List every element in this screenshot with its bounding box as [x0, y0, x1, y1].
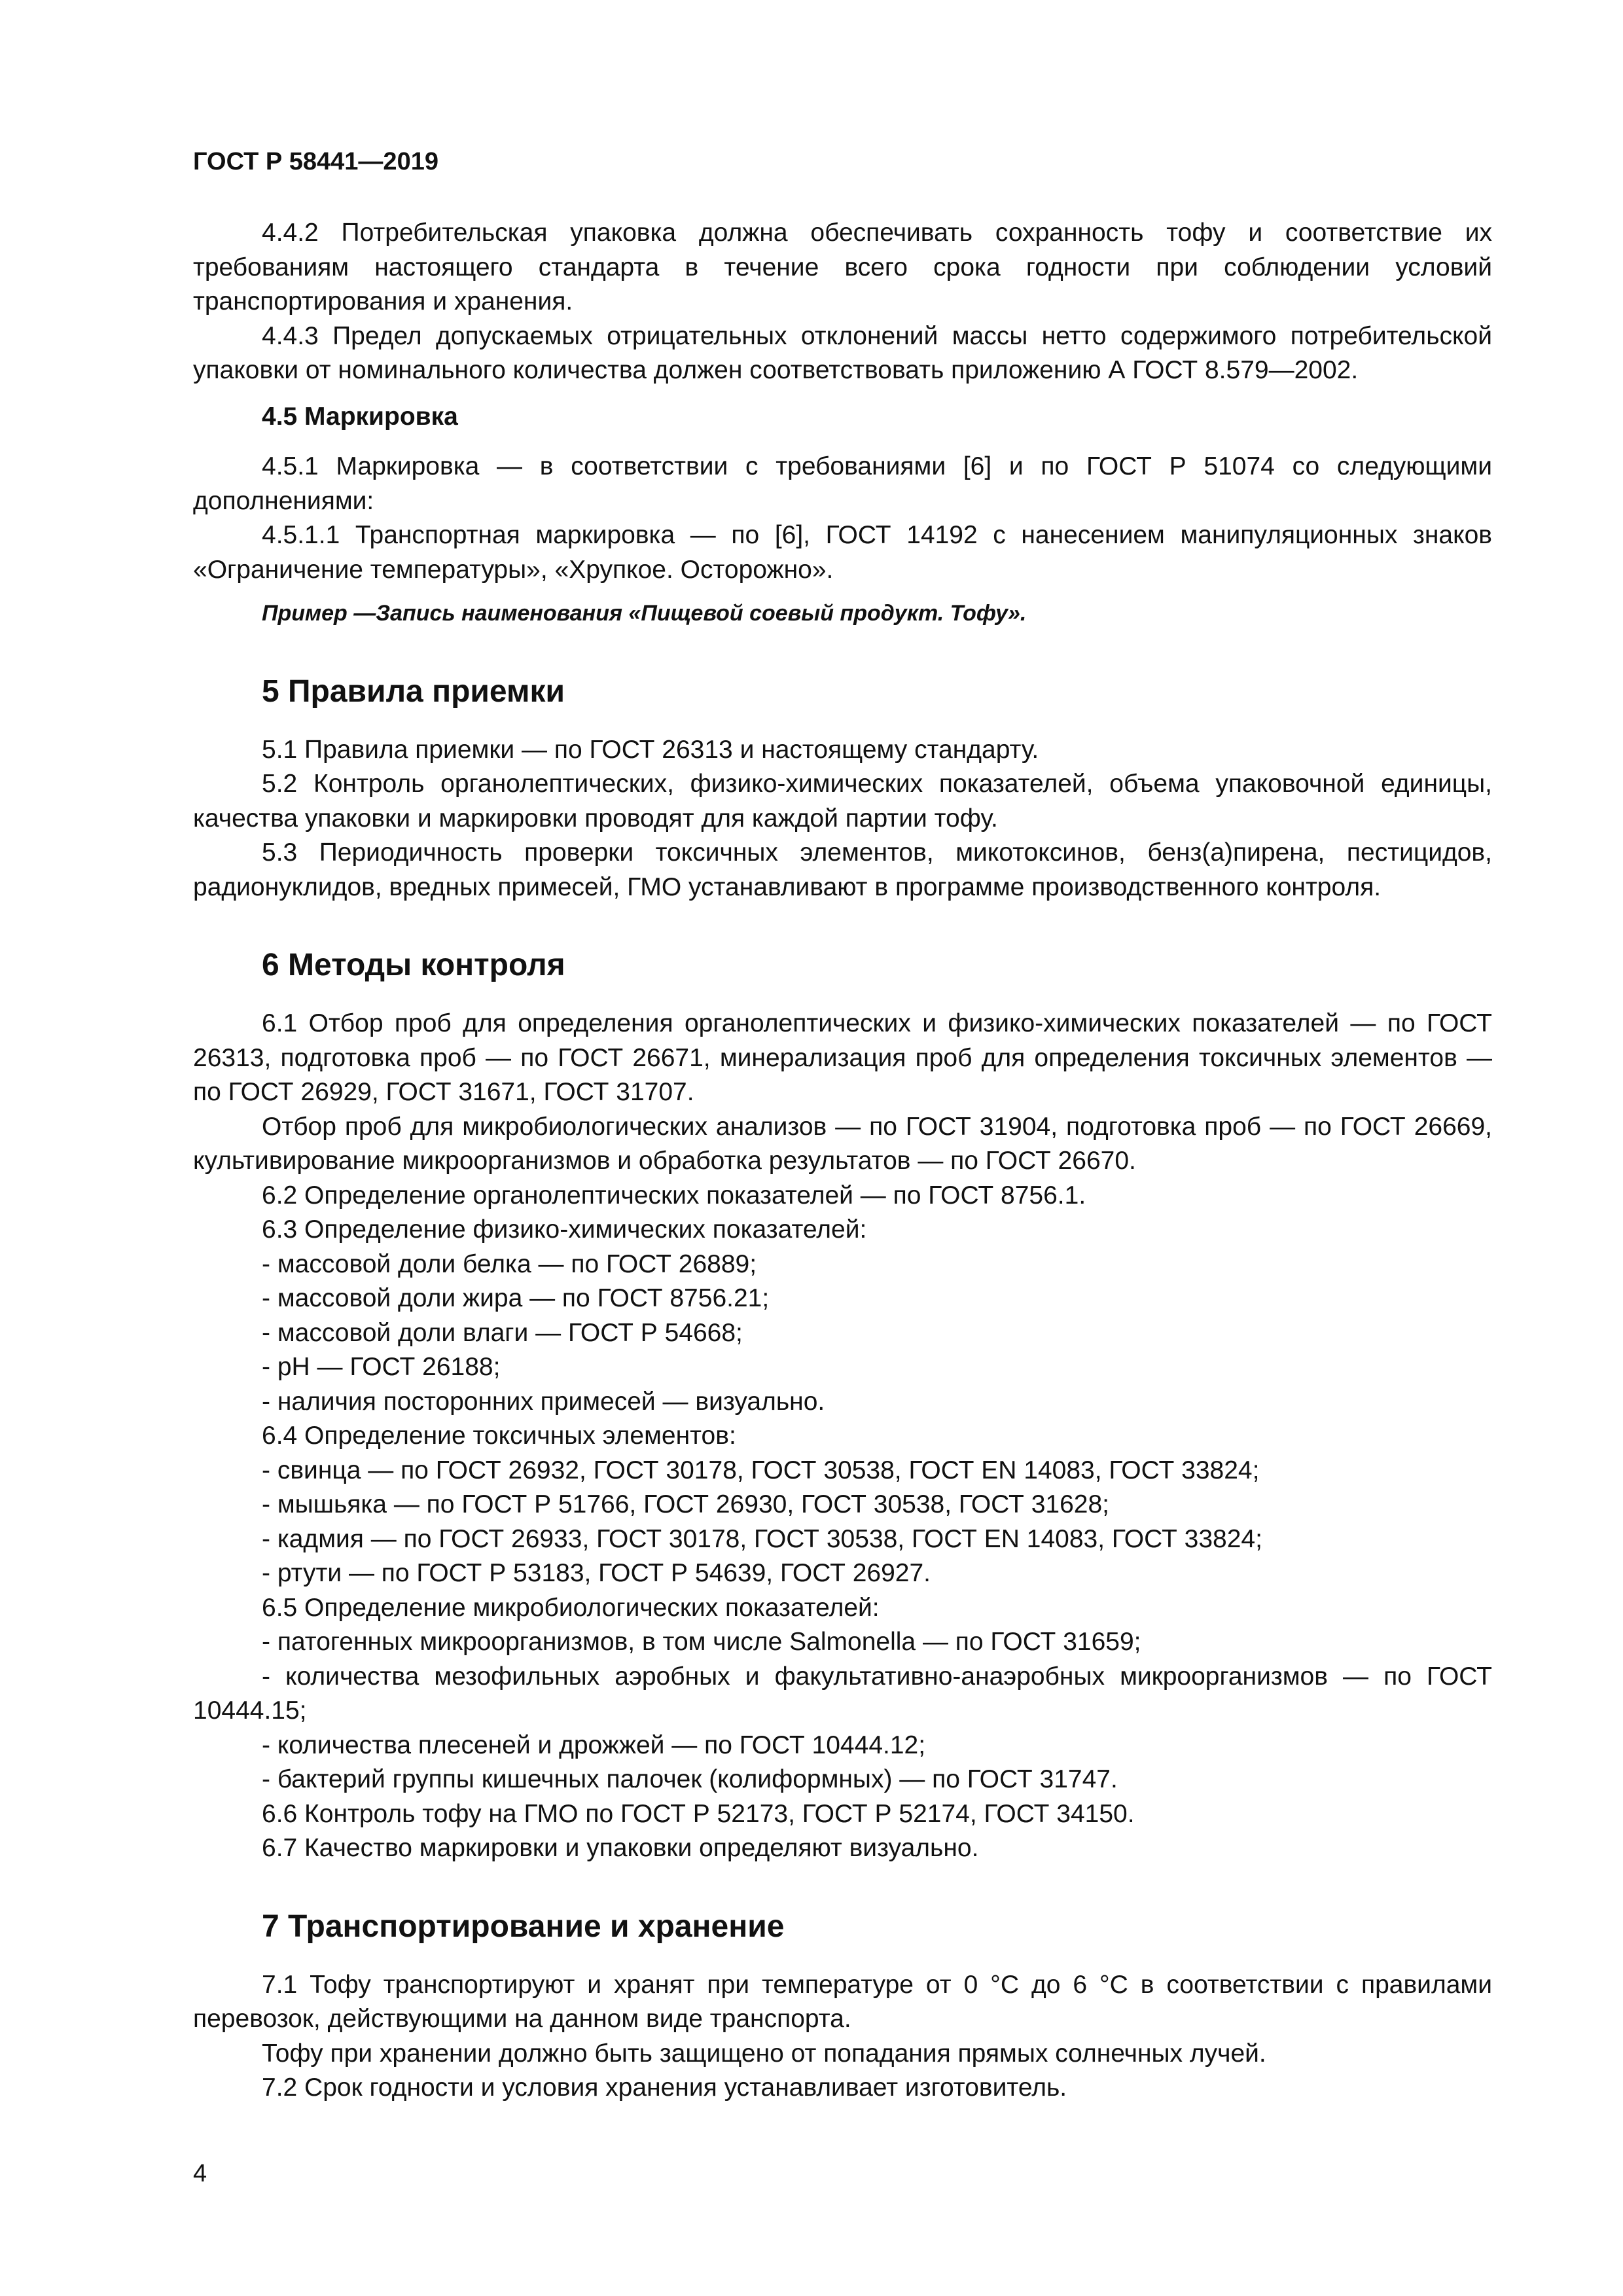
clause-5-2: 5.2 Контроль органолептических, физико-химических показателей, объема упаковочной единицы, качества упаковки и маркировки проводят для каждой партии тофу. [193, 770, 1492, 833]
list-item: - массовой доли влаги — ГОСТ Р 54668; [262, 1318, 743, 1347]
clause-4-4-2: 4.4.2 Потребительская упаковка должна обеспечивать сохранность тофу и соответствие их требованиям настоящего стандарта в течение всего срока годности при соблюдении условий транспортирования и хранения. [193, 219, 1492, 315]
list-item: - патогенных микроорганизмов, в том числе Salmonella — по ГОСТ 31659; [262, 1628, 1141, 1656]
clause-4-5-1: 4.5.1 Маркировка — в соответствии с требованиями [6] и по ГОСТ Р 51074 со следующими дополнениями: [193, 452, 1492, 515]
list-item: - бактерий группы кишечных палочек (колиформных) — по ГОСТ 31747. [262, 1765, 1118, 1793]
list-item: - свинца — по ГОСТ 26932, ГОСТ 30178, ГОСТ 30538, ГОСТ EN 14083, ГОСТ 33824; [262, 1456, 1260, 1484]
clause-7-1: 7.1 Тофу транспортируют и хранят при температуре от 0 °С до 6 °С в соответствии с правилами перевозок, действующими на данном виде транспорта. [193, 1970, 1492, 2033]
list-item: - мышьяка — по ГОСТ Р 51766, ГОСТ 26930, ГОСТ 30538, ГОСТ 31628; [262, 1490, 1109, 1518]
document-header: ГОСТ Р 58441—2019 [193, 148, 438, 175]
list-item: - кадмия — по ГОСТ 26933, ГОСТ 30178, ГОСТ 30538, ГОСТ EN 14083, ГОСТ 33824; [262, 1524, 1262, 1553]
section-heading-7: 7 Транспортирование и хранение [262, 1909, 785, 1944]
page-content [193, 145, 1492, 2106]
list-item: - pH — ГОСТ 26188; [262, 1353, 501, 1381]
clause-4-4-3: 4.4.3 Предел допускаемых отрицательных отклонений массы нетто содержимого потребительской упаковки от номинального количества должен соответствовать приложению А ГОСТ 8.579—2002. [193, 321, 1492, 384]
clause-5-1: 5.1 Правила приемки — по ГОСТ 26313 и настоящему стандарту. [262, 735, 1039, 764]
clause-6-7: 6.7 Качество маркировки и упаковки определяют визуально. [262, 1834, 979, 1862]
clause-6-1: 6.1 Отбор проб для определения органолептических и физико-химических показателей — по ГОСТ 26313, подготовка проб — по ГОСТ 26671, минерализация проб для определения токсичных элементов — по ГОСТ 26929, ГОСТ 31671, ГОСТ 31707. [193, 1009, 1492, 1106]
section-heading-5: 5 Правила приемки [262, 673, 565, 709]
list-item: - ртути — по ГОСТ Р 53183, ГОСТ Р 54639, ГОСТ 26927. [262, 1559, 931, 1587]
clause-6-2: 6.2 Определение органолептических показателей — по ГОСТ 8756.1. [262, 1181, 1086, 1210]
clause-6-6: 6.6 Контроль тофу на ГМО по ГОСТ Р 52173, ГОСТ Р 52174, ГОСТ 34150. [262, 1799, 1135, 1828]
clause-6-3: 6.3 Определение физико-химических показателей: [262, 1215, 867, 1244]
subsection-heading-4-5: 4.5 Маркировка [262, 402, 458, 431]
clause-6-4: 6.4 Определение токсичных элементов: [262, 1422, 736, 1450]
clause-5-3: 5.3 Периодичность проверки токсичных элементов, микотоксинов, бенз(а)пирена, пестицидов, радионуклидов, вредных примесей, ГМО устанавливают в программе производственного контроля. [193, 838, 1492, 901]
clause-6-1-microbiology: Отбор проб для микробиологических анализов — по ГОСТ 31904, подготовка проб — по ГОСТ 26669, культивирование микроорганизмов и обработка результатов — по ГОСТ 26670. [193, 1112, 1492, 1175]
list-item: - массовой доли жира — по ГОСТ 8756.21; [262, 1284, 770, 1312]
clause-7-2: 7.2 Срок годности и условия хранения устанавливает изготовитель. [262, 2073, 1067, 2102]
clause-6-5: 6.5 Определение микробиологических показателей: [262, 1593, 880, 1622]
list-item: - количества плесеней и дрожжей — по ГОСТ 10444.12; [262, 1731, 926, 1759]
clause-7-1-storage: Тофу при хранении должно быть защищено от попадания прямых солнечных лучей. [262, 2039, 1266, 2068]
list-item: - наличия посторонних примесей — визуально. [262, 1387, 825, 1416]
clause-4-5-1-1: 4.5.1.1 Транспортная маркировка — по [6], ГОСТ 14192 с нанесением манипуляционных знаков «Ограничение температуры», «Хрупкое. Осторожно». [193, 521, 1492, 584]
example-note: Пример —Запись наименования «Пищевой соевый продукт. Тофу». [262, 601, 1027, 626]
page-number: 4 [193, 2160, 207, 2187]
section-heading-6: 6 Методы контроля [262, 948, 565, 982]
list-item: - массовой доли белка — по ГОСТ 26889; [262, 1249, 757, 1278]
list-item: - количества мезофильных аэробных и факультативно-анаэробных микроорганизмов — по ГОСТ 10444.15; [193, 1662, 1492, 1725]
